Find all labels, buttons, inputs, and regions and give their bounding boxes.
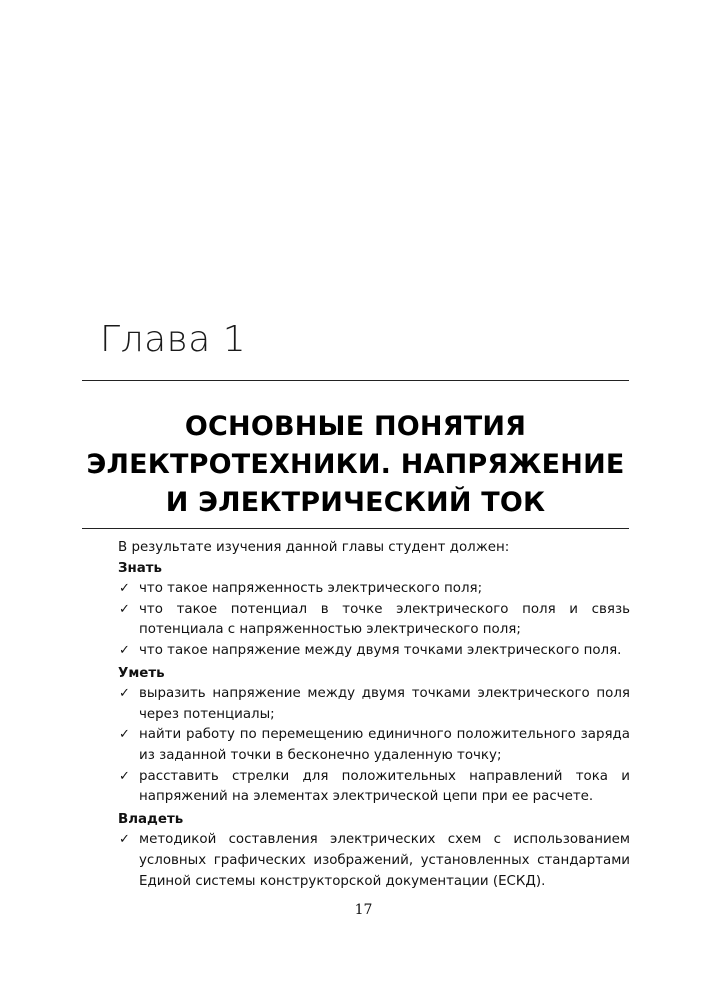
check-icon: ✓ <box>119 601 130 617</box>
list-item <box>118 830 630 892</box>
check-icon: ✓ <box>119 686 130 702</box>
know-list <box>118 579 630 661</box>
can-list <box>118 684 630 808</box>
list-item-text: выразить напряжение между двумя точками электрического поля через потенциалы; <box>139 686 630 722</box>
list-item <box>118 684 630 725</box>
chapter-label: Глава 1 <box>100 319 247 360</box>
page-number: 17 <box>354 902 373 918</box>
list-item-text: что такое потенциал в точке электрического поля и связь потенциала с напряженностью электрического поля; <box>139 601 630 638</box>
list-item-text: методикой составления электрических схем с использованием условных графических изображений, установленных стандартами Единой системы конструкторской документации (ЕСКД). <box>139 832 630 889</box>
list-item <box>118 725 630 766</box>
check-icon: ✓ <box>119 581 130 597</box>
list-item <box>118 579 630 600</box>
chapter-title-line: И ЭЛЕКТРИЧЕСКИЙ ТОК <box>165 487 546 518</box>
list-item <box>118 600 630 641</box>
list-item-text: найти работу по перемещению единичного положительного заряда из заданной точки в бесконечно удаленную точку; <box>139 727 630 763</box>
list-item <box>118 641 630 662</box>
intro-text: В результате изучения данной главы студент должен: <box>118 540 510 555</box>
list-item-text: что такое напряженность электрического поля; <box>139 581 483 597</box>
bottom-rule <box>82 528 629 529</box>
list-item-text: что такое напряжение между двумя точками электрического поля. <box>139 642 622 658</box>
chapter-title <box>82 408 629 522</box>
top-rule <box>82 380 629 381</box>
check-icon: ✓ <box>119 832 130 848</box>
chapter-title-line: ЭЛЕКТРОТЕХНИКИ. НАПРЯЖЕНИЕ <box>86 449 625 480</box>
check-icon: ✓ <box>119 768 130 784</box>
check-icon: ✓ <box>119 642 130 658</box>
section-heading-can: Уметь <box>118 665 165 681</box>
learning-outcomes <box>118 538 630 892</box>
section-heading-know: Знать <box>118 560 163 576</box>
chapter-title-line: ОСНОВНЫЕ ПОНЯТИЯ <box>184 411 527 442</box>
section-heading-master: Владеть <box>118 811 184 827</box>
check-icon: ✓ <box>119 727 130 743</box>
list-item-text: расставить стрелки для положительных направлений тока и напряжений на элементах электрической цепи при ее расчете. <box>139 768 630 805</box>
list-item <box>118 767 630 808</box>
master-list <box>118 830 630 892</box>
